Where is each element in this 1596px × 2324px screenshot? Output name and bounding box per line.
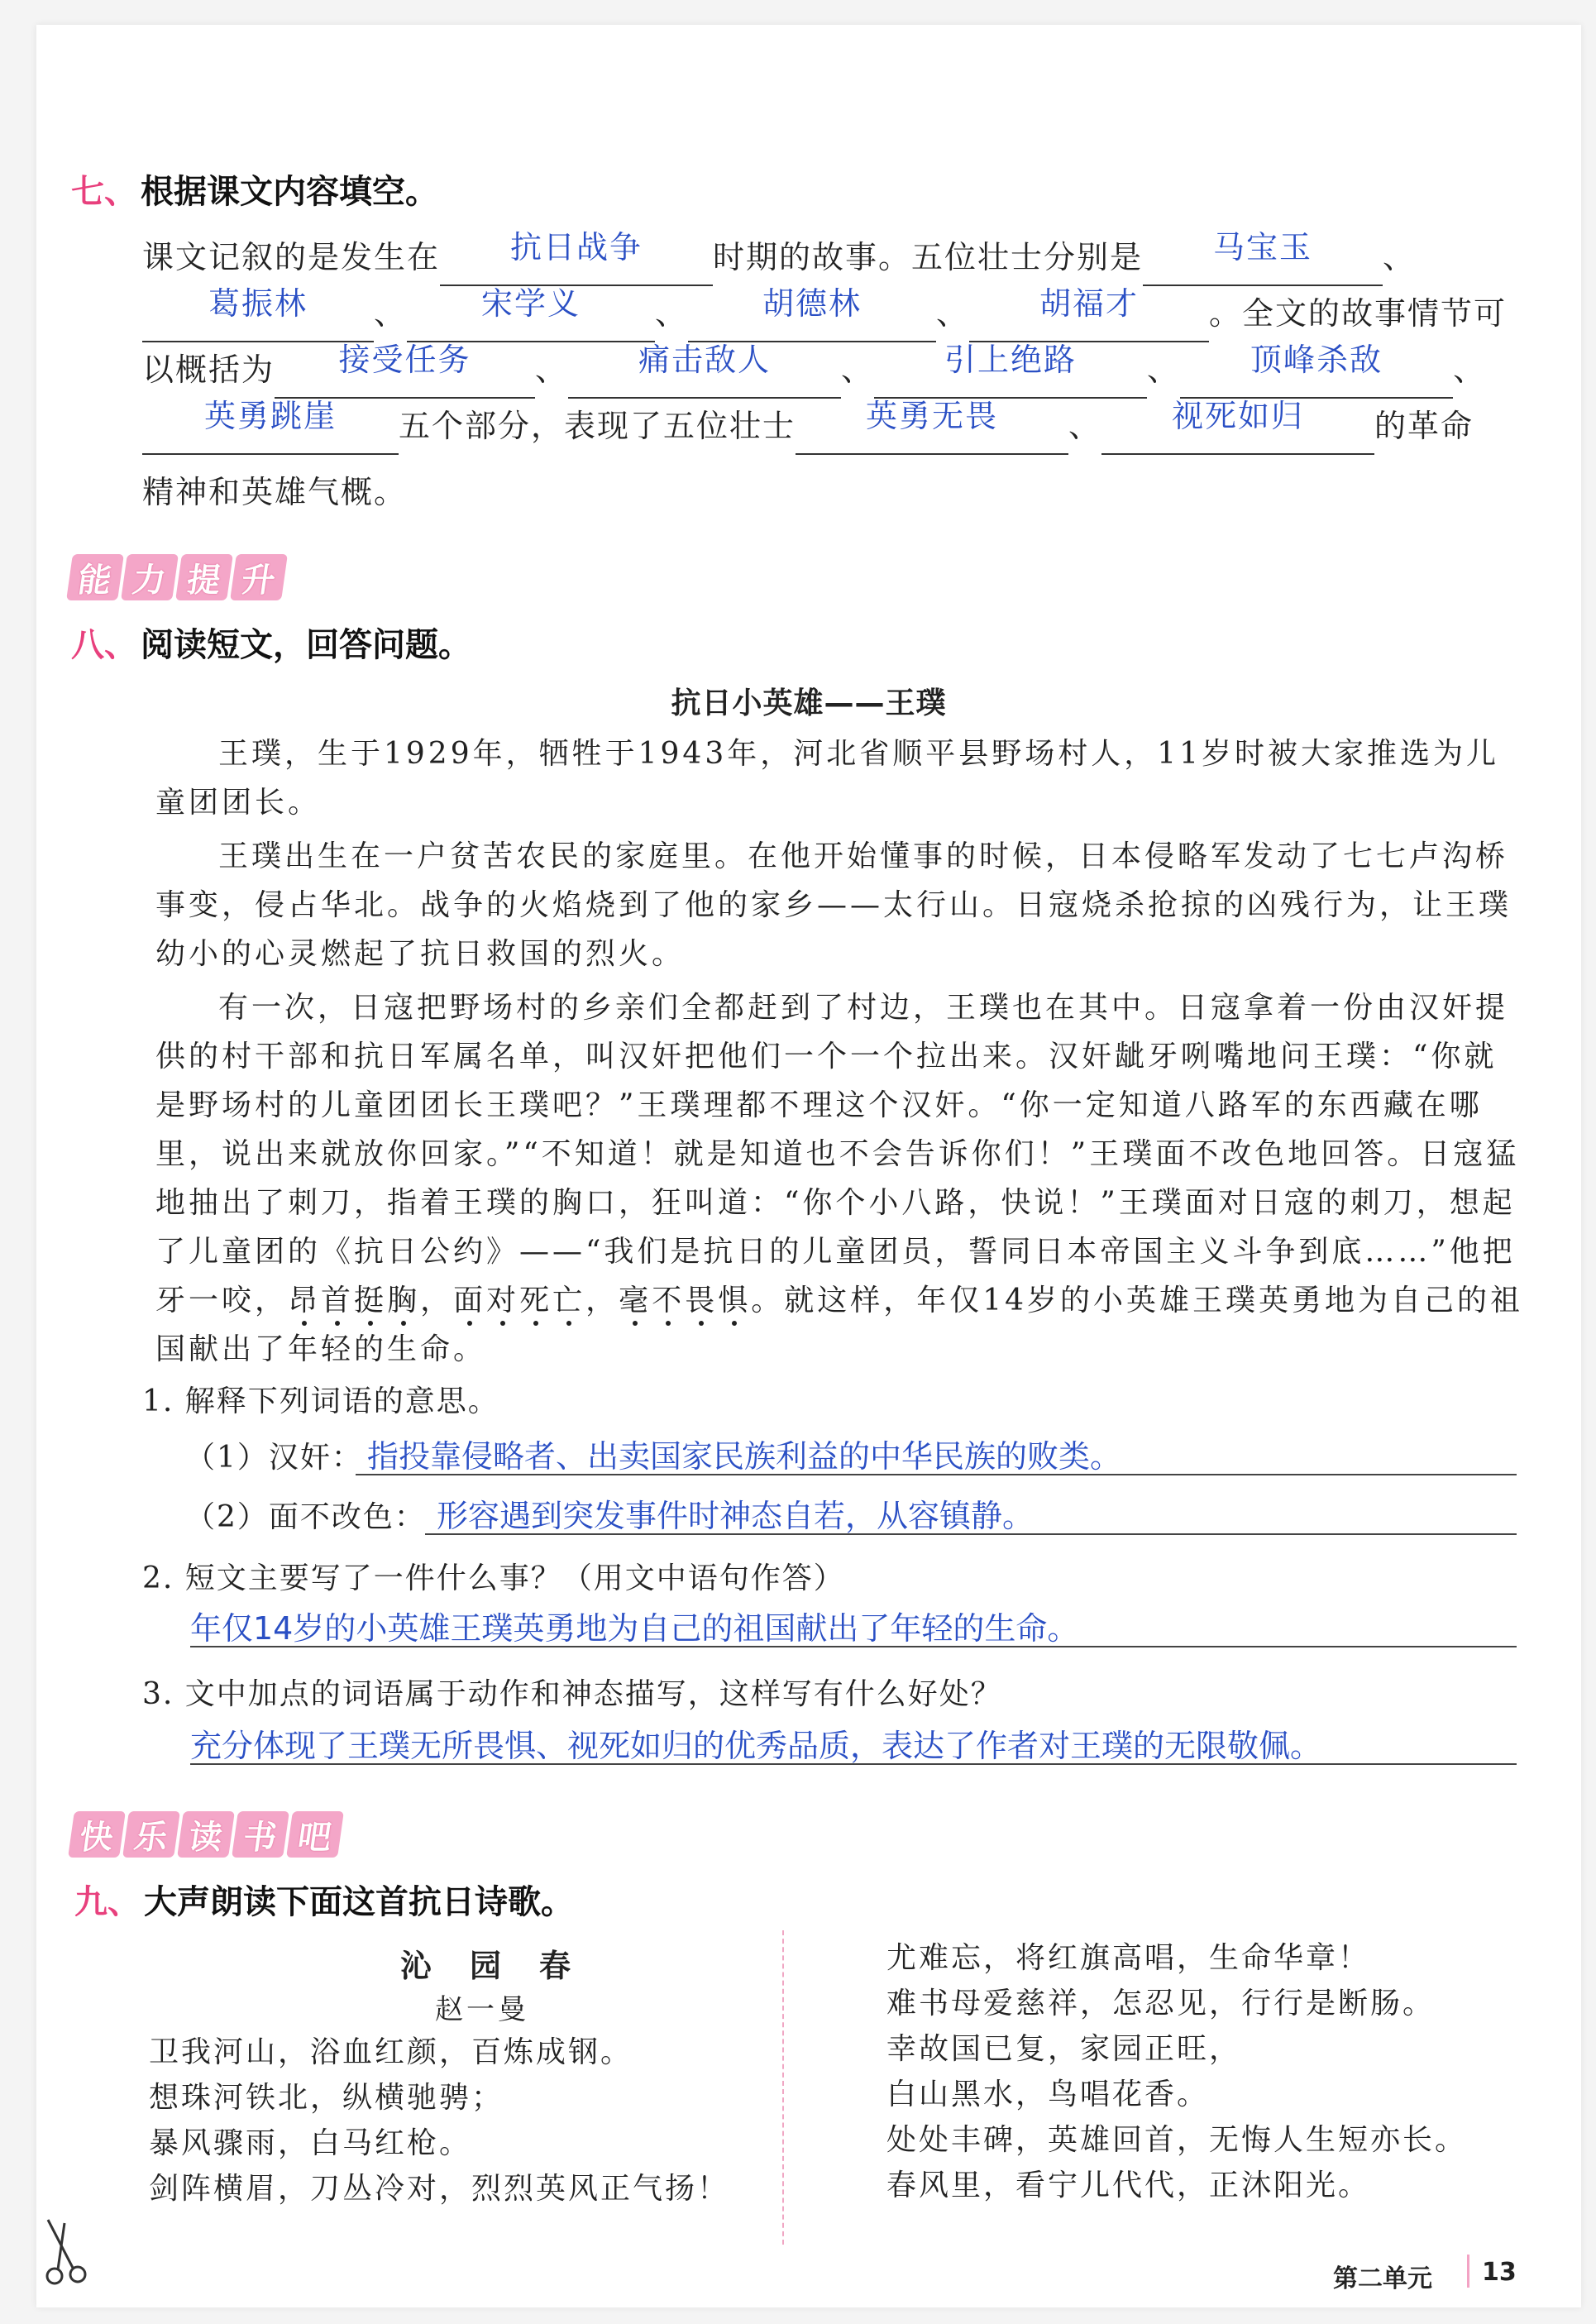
poem-author: 赵一曼 bbox=[435, 1993, 529, 2026]
poem-line: 处处丰碑，英雄回首，无悔人生短亦长。 bbox=[886, 2123, 1468, 2157]
scissors-icon bbox=[40, 2216, 98, 2294]
comma: ， bbox=[585, 1284, 619, 1317]
banner-char: 吧 bbox=[286, 1811, 344, 1858]
q7-heading bbox=[71, 165, 438, 213]
q7-text-5: 以概括为 bbox=[142, 351, 275, 388]
emphasis-char: 胸 bbox=[387, 1284, 421, 1317]
q7-line-5: 精神和英雄气概。 bbox=[142, 474, 408, 510]
subquestion-1b bbox=[185, 1490, 1517, 1537]
subquestion-1a bbox=[185, 1431, 1517, 1477]
poem-line: 暴风骤雨，白马红枪。 bbox=[149, 2126, 472, 2160]
banner-char: 能 bbox=[66, 554, 124, 600]
q8-number: 八、 bbox=[71, 626, 137, 664]
poem-line: 白山黑水，鸟唱花香。 bbox=[886, 2078, 1210, 2111]
q8-heading bbox=[71, 619, 471, 666]
banner-char: 读 bbox=[177, 1811, 235, 1858]
subquestion-1a-label: （1）汉奸： bbox=[185, 1441, 363, 1475]
comma: 、 bbox=[936, 295, 970, 332]
q7-text-4: 。全文的故事情节可 bbox=[1209, 295, 1508, 332]
comma: 、 bbox=[1383, 239, 1417, 275]
q7-text-1: 课文记叙的是发生在 bbox=[142, 239, 441, 275]
emphasis-char: 昂 bbox=[288, 1284, 322, 1317]
answer-line-3[interactable] bbox=[190, 1719, 1517, 1765]
article-body bbox=[155, 729, 1528, 1374]
emphasis-char: 不 bbox=[652, 1284, 686, 1317]
comma: 、 bbox=[1147, 351, 1181, 388]
answer-line-1a[interactable] bbox=[356, 1431, 1517, 1475]
subquestion-2: 2. 短文主要写了一件什么事？（用文中语句作答） bbox=[142, 1561, 845, 1595]
poem-line: 幸故国已复，家园正旺， bbox=[886, 2032, 1242, 2066]
banner-char: 书 bbox=[232, 1811, 289, 1858]
column-divider bbox=[782, 1930, 784, 2245]
comma: 、 bbox=[655, 295, 689, 332]
emphasis-char: 对 bbox=[486, 1284, 520, 1317]
article-paragraph-3 bbox=[155, 983, 1528, 1374]
poem-left-column bbox=[149, 2030, 729, 2212]
banner-reading bbox=[71, 1811, 341, 1858]
answer-3: 充分体现了王璞无所畏惧、视死如归的优秀品质，表达了作者对王璞的无限敬佩。 bbox=[190, 1728, 1322, 1764]
banner-char: 提 bbox=[175, 554, 233, 600]
dotted-phrase-1 bbox=[288, 1284, 420, 1317]
answer-1a: 指投靠侵略者、出卖国家民族利益的中华民族的败类。 bbox=[367, 1438, 1122, 1475]
banner-char: 乐 bbox=[122, 1811, 180, 1858]
dotted-phrase-3 bbox=[619, 1284, 751, 1317]
poem-right-column bbox=[886, 1935, 1467, 2208]
answer-line-2[interactable] bbox=[190, 1601, 1517, 1647]
banner-char: 力 bbox=[121, 554, 179, 600]
article-title: 抗日小英雄——王璞 bbox=[671, 686, 947, 720]
q9-number: 九、 bbox=[74, 1883, 141, 1921]
poem-line: 难书母爱慈祥，怎忍见，行行是断肠。 bbox=[886, 1987, 1436, 2020]
answer-2: 年仅14岁的小英雄王璞英勇地为自己的祖国献出了年轻的生命。 bbox=[190, 1610, 1079, 1647]
q7-number: 七、 bbox=[71, 173, 137, 211]
blank-spirit-1[interactable]: 英勇无畏 bbox=[796, 415, 1068, 455]
banner-char: 升 bbox=[230, 554, 288, 600]
footer-unit: 第二单元 bbox=[1333, 2264, 1432, 2293]
blank-name-3[interactable]: 宋学义 bbox=[407, 303, 655, 342]
blank-spirit-2[interactable]: 视死如归 bbox=[1101, 415, 1374, 455]
emphasis-char: 死 bbox=[519, 1284, 553, 1317]
poem-line: 剑阵横眉，刀丛冷对，烈烈英风正气扬！ bbox=[149, 2172, 730, 2206]
subquestion-3: 3. 文中加点的词语属于动作和神态描写，这样写有什么好处？ bbox=[142, 1677, 1002, 1711]
answer-1b: 形容遇到突发事件时神态自若，从容镇静。 bbox=[437, 1498, 1035, 1534]
blank-name-5[interactable]: 胡福才 bbox=[969, 303, 1209, 342]
q7-text-2: 时期的故事。五位壮士分别是 bbox=[713, 239, 1144, 275]
workbook-page bbox=[36, 25, 1581, 2307]
comma: 、 bbox=[535, 351, 569, 388]
q8-title: 阅读短文，回答问题。 bbox=[141, 626, 471, 664]
q7-text-6: 五个部分，表现了五位壮士 bbox=[399, 408, 796, 444]
q7-title: 根据课文内容填空。 bbox=[141, 173, 438, 211]
blank-name-4[interactable]: 胡德林 bbox=[688, 303, 936, 342]
article-paragraph-2: 王璞出生在一户贫苦农民的家庭里。在他开始懂事的时候，日本侵略军发动了七七卢沟桥事变，侵占华北。战争的火焰烧到了他的家乡——太行山。日寇烧杀抢掠的凶残行为，让王璞幼小的心灵燃起了抗日救国的烈火。 bbox=[155, 839, 1512, 971]
poem-line: 春风里，看宁儿代代，正沐阳光。 bbox=[886, 2169, 1371, 2202]
emphasis-char: 毫 bbox=[619, 1284, 652, 1317]
blank-period[interactable]: 抗日战争 bbox=[440, 246, 713, 286]
comma: 、 bbox=[374, 295, 408, 332]
answer-line-1b[interactable] bbox=[425, 1490, 1517, 1535]
blank-plot-1[interactable]: 接受任务 bbox=[275, 359, 535, 399]
blank-name-1[interactable]: 马宝玉 bbox=[1143, 246, 1383, 286]
poem-line: 尤难忘，将红旗高唱，生命华章！ bbox=[886, 1941, 1371, 1975]
subquestion-1: 1. 解释下列词语的意思。 bbox=[142, 1384, 499, 1418]
emphasis-char: 挺 bbox=[354, 1284, 388, 1317]
emphasis-char: 首 bbox=[321, 1284, 355, 1317]
blank-plot-2[interactable]: 痛击敌人 bbox=[568, 359, 841, 399]
q7-text-7: 的革命 bbox=[1374, 408, 1474, 444]
footer-divider bbox=[1467, 2255, 1469, 2288]
article-paragraph-1: 王璞，生于1929年，牺牲于1943年，河北省顺平县野场村人，11岁时被大家推选为儿童团团长。 bbox=[155, 737, 1500, 820]
poem-line: 想珠河铁北，纵横驰骋； bbox=[149, 2081, 504, 2115]
poem-title: 沁 园 春 bbox=[400, 1948, 575, 1984]
paragraph-3-part: 有一次，日寇把野场村的乡亲们全都赶到了村边，王璞也在其中。日寇拿着一份由汉奸提供的村干部和抗日军属名单，叫汉奸把他们一个一个拉出来。汉奸龇牙咧嘴地问王璞：“你就是野场村的儿童团团长王璞吧？”王璞理都不理这个汉奸。“你一定知道八路军的东西藏在哪里，说出来就放你回家。”“不知道！就是知道也不会告诉你们！”王璞面不改色地回答。日寇猛地抽出了刺刀，指着王璞的胸口，狂叫道：“你个小八路，快说！”王璞面对日寇的刺刀，想起了儿童团的《抗日公约》——“我们是抗日的儿童团员，誓同日本帝国主义斗争到底……”他把牙一咬， bbox=[155, 991, 1520, 1317]
q9-heading bbox=[74, 1876, 574, 1923]
blank-plot-5[interactable]: 英勇跳崖 bbox=[142, 415, 399, 455]
q9-title: 大声朗读下面这首抗日诗歌。 bbox=[144, 1883, 574, 1921]
comma: 、 bbox=[1068, 408, 1102, 444]
banner-ability bbox=[69, 554, 284, 600]
emphasis-char: 亡 bbox=[552, 1284, 586, 1317]
blank-plot-3[interactable]: 引上绝路 bbox=[874, 359, 1147, 399]
emphasis-char: 畏 bbox=[685, 1284, 719, 1317]
emphasis-char: 面 bbox=[453, 1284, 487, 1317]
blank-plot-4[interactable]: 顶峰杀敌 bbox=[1180, 359, 1453, 399]
blank-name-2[interactable]: 葛振林 bbox=[142, 303, 374, 342]
dotted-phrase-2 bbox=[453, 1284, 585, 1317]
subquestion-1b-label: （2）面不改色： bbox=[185, 1500, 426, 1534]
paragraph-3-end: 。就这样，年仅14岁的小英雄王璞英勇地为自己的祖国献出了年轻的生命。 bbox=[155, 1284, 1524, 1366]
poem-line: 卫我河山，浴血红颜，百炼成钢。 bbox=[149, 2035, 633, 2069]
q7-line-4 bbox=[142, 397, 1565, 455]
emphasis-char: 惧 bbox=[718, 1284, 752, 1317]
comma: ， bbox=[420, 1284, 454, 1317]
comma: 、 bbox=[841, 351, 875, 388]
comma: 、 bbox=[1453, 351, 1487, 388]
banner-char: 快 bbox=[68, 1811, 126, 1858]
page-number: 13 bbox=[1482, 2258, 1517, 2287]
